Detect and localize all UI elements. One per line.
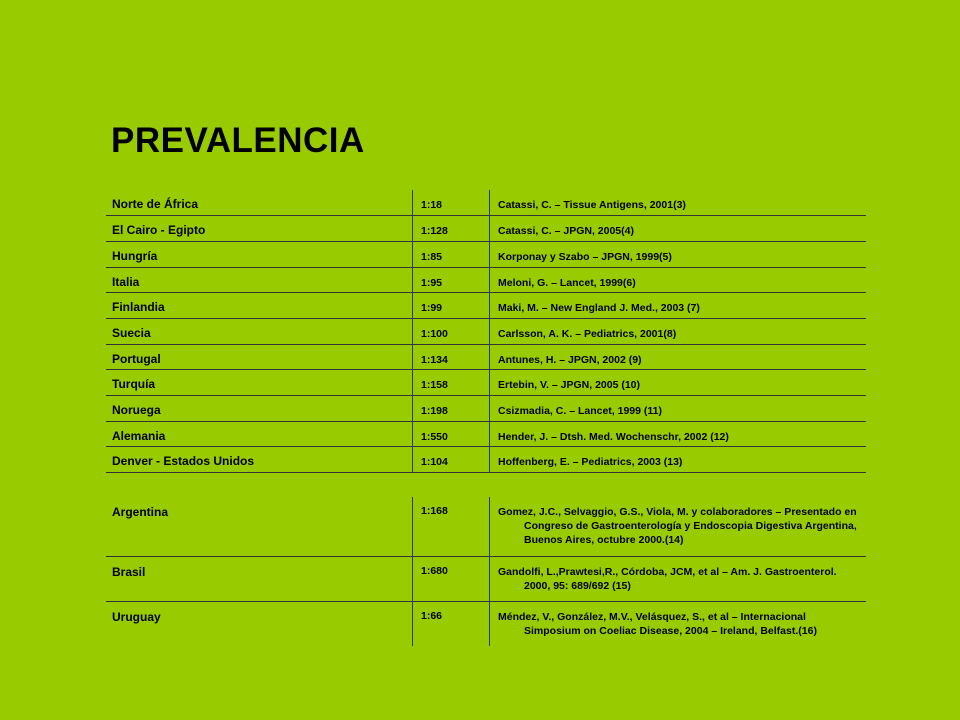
reference-text: Csizmadia, C. – Lancet, 1999 (11): [498, 405, 662, 417]
table-row: [106, 601, 866, 646]
prevalence-ratio-cell: 1:134: [413, 344, 490, 370]
reference-text: Catassi, C. – Tissue Antigens, 2001(3): [498, 199, 686, 211]
country-cell: Alemania: [106, 421, 413, 447]
prevalence-ratio-cell: 1:158: [413, 370, 490, 396]
country-cell: Brasil: [106, 556, 413, 601]
country-cell: El Cairo - Egipto: [106, 216, 413, 242]
prevalence-table-south-america: [106, 497, 866, 646]
country-cell: Argentina: [106, 497, 413, 556]
prevalence-ratio-cell: 1:550: [413, 421, 490, 447]
reference-cell: [490, 370, 867, 396]
table-row: [106, 267, 866, 293]
reference-text: Korponay y Szabo – JPGN, 1999(5): [498, 250, 672, 263]
reference-text: Ertebin, V. – JPGN, 2005 (10): [498, 379, 641, 392]
reference-text: Hoffenberg, E. – Pediatrics, 2003 (13): [498, 456, 683, 469]
prevalence-ratio-cell: 1:66: [413, 601, 490, 646]
table-row: [106, 293, 866, 319]
table-row: [106, 556, 866, 601]
prevalence-ratio-cell: 1:100: [413, 318, 490, 344]
prevalence-table-international: [106, 190, 866, 473]
reference-cell: [490, 293, 867, 319]
prevalence-ratio-cell: 1:104: [413, 447, 490, 473]
reference-cell: [490, 216, 867, 242]
table-row: [106, 344, 866, 370]
country-cell: Finlandia: [106, 293, 413, 319]
prevalence-ratio-cell: 1:85: [413, 241, 490, 267]
prevalence-ratio-cell: 1:99: [413, 293, 490, 319]
reference-cell: [490, 241, 867, 267]
table-row: [106, 241, 866, 267]
prevalence-ratio-cell: 1:128: [413, 216, 490, 242]
prevalence-ratio-cell: 1:198: [413, 396, 490, 422]
country-cell: Uruguay: [112, 609, 161, 624]
table-row: [106, 190, 866, 216]
country-cell: Italia: [106, 267, 413, 293]
country-cell: Noruega: [106, 396, 413, 422]
reference-text: Antunes, H. – JPGN, 2002 (9): [498, 353, 642, 366]
country-cell: Hungría: [106, 241, 413, 267]
table-row: [106, 396, 866, 422]
country-cell: Denver - Estados Unidos: [106, 447, 413, 473]
reference-cell: [490, 447, 867, 473]
reference-cell: [490, 344, 867, 370]
reference-cell: [490, 556, 867, 601]
reference-cell: [490, 497, 867, 556]
country-cell: Suecia: [106, 318, 413, 344]
reference-text: Maki, M. – New England J. Med., 2003 (7): [498, 302, 700, 315]
reference-text: Gandolfi, L.,Prawtesi,R., Córdoba, JCM, et al – Am. J. Gastroenterol. 2000, 95: 689/692 (15): [498, 565, 837, 592]
reference-cell: [490, 267, 867, 293]
reference-cell: [490, 396, 867, 422]
reference-cell: [490, 190, 867, 216]
reference-text: Méndez, V., González, M.V., Velásquez, S., et al – Internacional Simposium on Coeliac Disease, 2004 – Ireland, Belfast.(16): [498, 610, 817, 638]
prevalence-ratio-cell: 1:680: [413, 556, 490, 601]
table-row: [106, 370, 866, 396]
prevalence-ratio-cell: 1:18: [413, 190, 490, 216]
reference-text: Meloni, G. – Lancet, 1999(6): [498, 276, 636, 289]
table-row: [106, 216, 866, 242]
reference-text: Carlsson, A. K. – Pediatrics, 2001(8): [498, 327, 677, 340]
reference-text: Gomez, J.C., Selvaggio, G.S., Viola, M. y colaboradores – Presentado en Congreso de Gastroenterología y Endoscopia Digestiva Argentina, Buenos Aires, octubre 2000.(14): [498, 506, 857, 547]
reference-text: Catassi, C. – JPGN, 2005(4): [498, 225, 634, 238]
reference-cell: [490, 421, 867, 447]
country-cell: Turquía: [106, 370, 413, 396]
table-row: [106, 447, 866, 473]
prevalence-ratio-cell: 1:168: [413, 497, 490, 556]
page-title: PREVALENCIA: [111, 121, 365, 160]
prevalence-ratio-cell: 1:95: [413, 267, 490, 293]
table-row: [106, 318, 866, 344]
table-row: [106, 421, 866, 447]
reference-text: Hender, J. – Dtsh. Med. Wochenschr, 2002 (12): [498, 430, 729, 443]
reference-cell: [490, 318, 867, 344]
reference-cell: [490, 601, 867, 646]
country-cell: Norte de África: [106, 190, 413, 216]
country-cell: Portugal: [106, 344, 413, 370]
table-row: [106, 497, 866, 556]
